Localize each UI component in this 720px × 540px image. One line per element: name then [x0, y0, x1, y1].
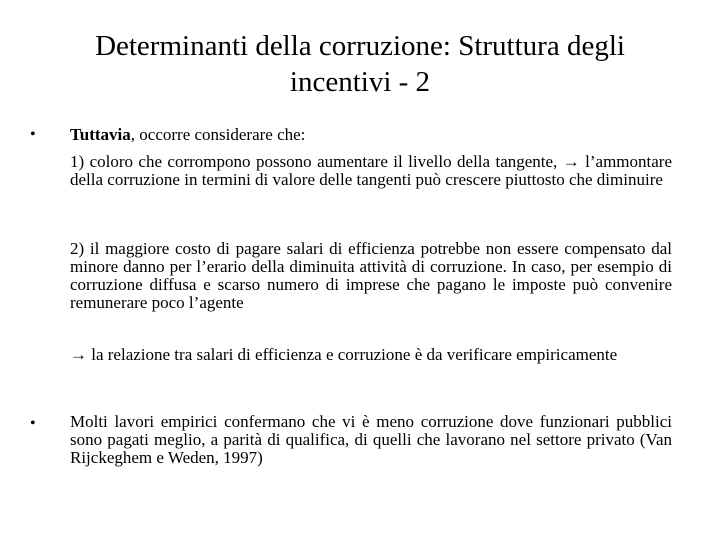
point-2-text: 2) il maggiore costo di pagare salari di efficienza potrebbe non essere compensato dal minore danno per l’erario della diminuita attività di corruzione. In caso, per esempio di corruzione diffusa e scarso numero di imprese che pagano le imposte può convenire remunerare poco l’agente	[70, 239, 672, 312]
slide-title-line-2: incentivi - 2	[289, 66, 431, 98]
bullet-2-marker: •	[30, 415, 36, 432]
intro-bold-word: Tuttavia	[70, 125, 131, 144]
point-1-text: 1) coloro che corrompono possono aumentare il livello della tangente, → l’ammontare della corruzione in termini di valore delle tangenti può crescere piuttosto che diminuire	[70, 152, 672, 189]
bullet-1-intro	[70, 126, 672, 144]
intro-rest: , occorre considerare che:	[130, 125, 306, 144]
slide-title-line-1: Determinanti della corruzione: Struttura degli	[95, 30, 625, 62]
bullet-2-text: Molti lavori empirici confermano che vi è meno corruzione dove funzionari pubblici sono pagati meglio, a parità di qualifica, di quelli che lavorano nel settore privato (Van Rijckeghem e Weden, 1997)	[70, 412, 672, 467]
slide-title	[40, 28, 680, 100]
point-3-text: → la relazione tra salari di efficienza e corruzione è da verificare empiricamente	[70, 345, 618, 364]
bullet-1-marker: •	[30, 126, 36, 143]
